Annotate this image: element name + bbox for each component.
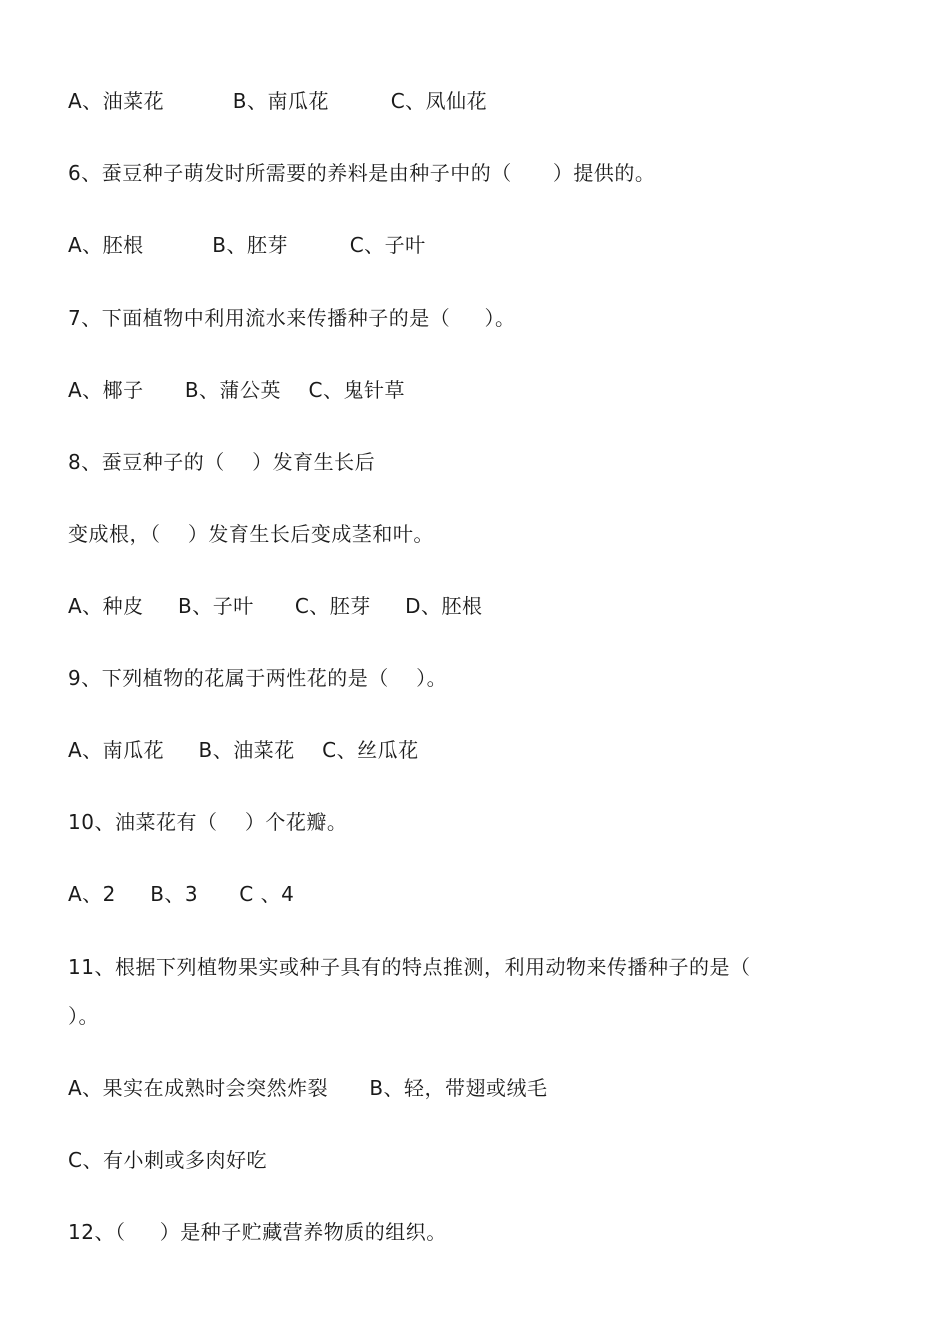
q7-text: 7、下面植物中利用流水来传播种子的是（ ）。 [68, 306, 516, 330]
q6-options: A、胚根 B、胚芽 C、子叶 [68, 233, 426, 257]
q11-options-ab: A、果实在成熟时会突然炸裂 B、轻，带翅或绒毛 [68, 1076, 548, 1100]
q9-text: 9、下列植物的花属于两性花的是（ ）。 [68, 666, 448, 690]
q7-options: A、椰子 B、蒲公英 C、鬼针草 [68, 378, 405, 402]
q12-text: 12、（ ）是种子贮藏营养物质的组织。 [68, 1220, 447, 1244]
q11-option-c: C、有小刺或多肉好吃 [68, 1148, 267, 1172]
q10-options: A、2 B、3 C 、4 [68, 882, 295, 906]
q8-text-line1: 8、蚕豆种子的（ ）发育生长后 [68, 450, 376, 474]
q5-options: A、油菜花 B、南瓜花 C、凤仙花 [68, 89, 488, 113]
q8-text-line2: 变成根，（ ）发育生长后变成茎和叶。 [68, 522, 434, 546]
q11-text-line2: ）。 [68, 1004, 99, 1028]
q11-text-line1: 11、根据下列植物果实或种子具有的特点推测，利用动物来传播种子的是（ [68, 955, 751, 979]
q9-options: A、南瓜花 B、油菜花 C、丝瓜花 [68, 738, 419, 762]
q8-options: A、种皮 B、子叶 C、胚芽 D、胚根 [68, 594, 483, 618]
q6-text: 6、蚕豆种子萌发时所需要的养料是由种子中的（ ）提供的。 [68, 161, 656, 185]
q10-text: 10、油菜花有（ ）个花瓣。 [68, 810, 348, 834]
